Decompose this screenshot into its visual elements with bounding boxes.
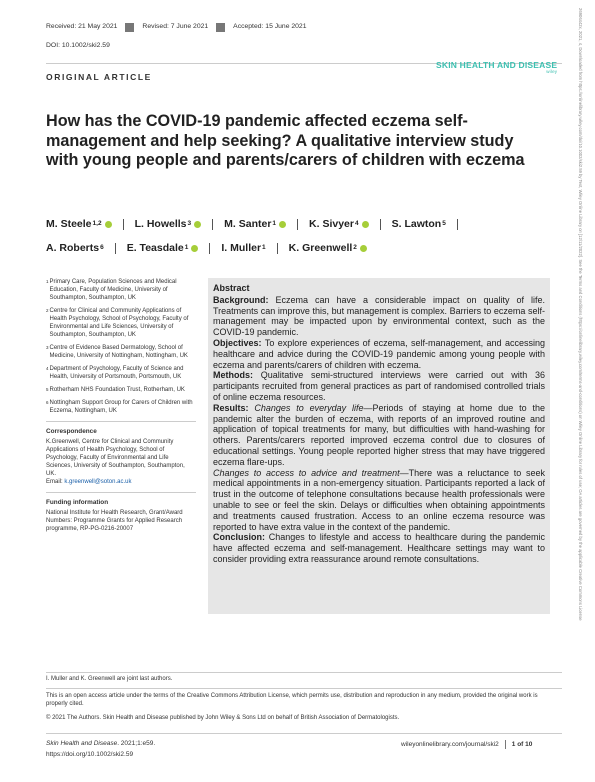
orcid-icon[interactable] — [191, 245, 198, 252]
affiliation: 5 Rotherham NHS Foundation Trust, Rotherham, UK — [46, 387, 185, 393]
author[interactable]: M. Steele 1,2 — [46, 212, 112, 236]
author[interactable]: M. Santer 1 — [224, 212, 286, 236]
license-text: This is an open access article under the terms of the Creative Commons Attribution License, which permits use, distribution and reproduction in any medium, provided the original work is properly cited. — [46, 693, 538, 707]
accepted-date: Accepted: 15 June 2021 — [233, 23, 307, 30]
doi-link[interactable]: https://doi.org/10.1002/ski2.59 — [46, 751, 134, 758]
download-notice: 26906442x, 2021, 4, Downloaded from https://onlinelibrary.wiley.com/doi/10.1002/ski2.59 by Test, Wiley Online Library on [12/11/2022]. See the Terms and Conditions (https://onlinelibrary.wiley.com/terms-and-conditions) on Wiley Online Library for rules of use; OA articles are governed by the applicable Creative Commons License — [578, 8, 583, 621]
journal-site — [401, 740, 532, 749]
article-title: How has the COVID-19 pandemic affected eczema self-management and help seeking? A qualitative interview study with young people and parents/carers of children with eczema — [46, 112, 525, 170]
funding-text: National Institute for Health Research, Grant/Award Numbers: Programme Grants for Applied Research programme, RP-PG-0216-20007 — [46, 510, 183, 532]
author-list — [46, 212, 566, 260]
divider — [46, 421, 196, 422]
divider — [209, 243, 210, 254]
received-date: Received: 21 May 2021 — [46, 23, 118, 30]
author[interactable]: K. Greenwell 2 — [289, 236, 367, 260]
orcid-icon[interactable] — [362, 221, 369, 228]
revised-date: Revised: 7 June 2021 — [142, 23, 209, 30]
journal-logo-text: SKIN HEALTH AND DISEASE — [436, 60, 558, 70]
orcid-icon[interactable] — [105, 221, 112, 228]
page-number: 1 of 10 — [511, 741, 533, 748]
affiliation: 4 Department of Psychology, Faculty of Science and Health, University of Portsmouth, Portsmouth, UK — [46, 366, 184, 380]
abstract — [208, 278, 550, 614]
email-link[interactable]: k.greenwell@soton.ac.uk — [64, 479, 132, 485]
copyright-text: © 2021 The Authors. Skin Health and Disease published by John Wiley & Sons Ltd on behalf of British Association of Dermatologists. — [46, 715, 400, 721]
abstract-heading: Abstract — [213, 283, 250, 293]
abstract-methods: Methods: Qualitative semi-structured interviews were carried out with 36 participants recruited from general practices as part of randomised controlled trials of online eczema resources. — [213, 370, 545, 402]
divider — [115, 243, 116, 254]
abstract-objectives: Objectives: To explore experiences of eczema, self-management, and accessing healthcare and advice during the COVID-19 pandemic among young people with eczema and parents/carers of children with eczema. — [213, 337, 545, 370]
divider — [123, 219, 124, 230]
divider — [46, 733, 562, 734]
divider — [380, 219, 381, 230]
orcid-icon[interactable] — [360, 245, 367, 252]
author-row — [46, 212, 566, 236]
divider — [216, 23, 225, 32]
abstract-background: Background: Eczema can have a considerable impact on quality of life. Treatments can improve this, but management is complex. Barriers to eczema self-management may be impacted upon by environmental context, such as the COVID-19 pandemic. — [213, 294, 545, 338]
journal-logo-sub: wiley — [546, 69, 558, 74]
author-row — [46, 236, 566, 260]
abstract-results-2: Changes to access to advice and treatment—There was a reluctance to seek medical appointments in a non-emergency situation. Participants reported a lack of trust in the outcome of telephone consultations because health professionals were unable to see or feel the skin. Delays or difficulties when obtaining appointments and treatments caused frustration. Access to an online eczema resource was reported to have extra value in the context of the pandemic. — [213, 467, 545, 532]
affiliation: 6 Nottingham Support Group for Carers of Children with Eczema, Nottingham, UK — [46, 400, 193, 414]
author[interactable]: L. Howells 3 — [135, 212, 202, 236]
correspondence-heading: Correspondence — [46, 428, 97, 435]
divider — [125, 23, 134, 32]
abstract-conclusion: Conclusion: Changes to lifestyle and access to healthcare during the pandemic have affected eczema and self-management. Healthcare settings may want to consider providing extra reassurance around remote consultations. — [213, 532, 545, 564]
side-column — [46, 278, 196, 533]
abstract-results: Results: Changes to everyday life—Periods of staying at home due to the pandemic alter the burden of eczema, with reports of an improved routine and application of topical treatments for many, but difficulties with hand-washing for others. Parents/carers reported improved eczema control due to closures of educational settings. Young people reported higher stress that may have triggered eczema flare-ups. — [213, 402, 546, 467]
journal-citation: Skin Health and Disease. 2021;1:e59. — [46, 740, 156, 747]
article-type: ORIGINAL ARTICLE — [46, 72, 152, 82]
divider — [46, 672, 562, 673]
affiliation: 2 Centre for Clinical and Community Applications of Health Psychology, School of Psychology, Faculty of Environmental and Life Sciences, University of Southampton, Southampton, UK — [46, 308, 189, 338]
divider — [46, 688, 562, 689]
correspondence-text: K.Greenwell, Centre for Clinical and Community Applications of Health Psychology, School of Psychology, Faculty of Environmental and Life Sciences, University of Southampton, Southampton, UK. — [46, 439, 185, 477]
site-link[interactable]: wileyonlinelibrary.com/journal/ski2 — [401, 741, 499, 748]
orcid-icon[interactable] — [279, 221, 286, 228]
correspondence-email: Email: k.greenwell@soton.ac.uk — [46, 479, 132, 485]
divider — [457, 219, 458, 230]
author[interactable]: E. Teasdale 1 — [127, 236, 199, 260]
funding-heading: Funding information — [46, 499, 109, 506]
doi[interactable]: DOI: 10.1002/ski2.59 — [46, 42, 110, 49]
author[interactable]: S. Lawton 5 — [391, 218, 446, 230]
author[interactable]: A. Roberts 6 — [46, 242, 104, 254]
divider — [212, 219, 213, 230]
divider — [297, 219, 298, 230]
author[interactable]: K. Sivyer 4 — [309, 212, 369, 236]
joint-authors-note: I. Muller and K. Greenwell are joint last authors. — [46, 676, 173, 682]
author[interactable]: I. Muller 1 — [221, 242, 266, 254]
journal-logo — [436, 60, 557, 74]
affiliation: 3 Centre of Evidence Based Dermatology, School of Medicine, University of Nottingham, Nottingham, UK — [46, 345, 188, 359]
divider — [505, 740, 506, 749]
divider — [277, 243, 278, 254]
orcid-icon[interactable] — [194, 221, 201, 228]
article-dates — [46, 23, 314, 32]
affiliation: 1 Primary Care, Population Sciences and Medical Education, Faculty of Medicine, University of Southampton, Southampton, UK — [46, 279, 177, 301]
divider — [46, 492, 196, 493]
